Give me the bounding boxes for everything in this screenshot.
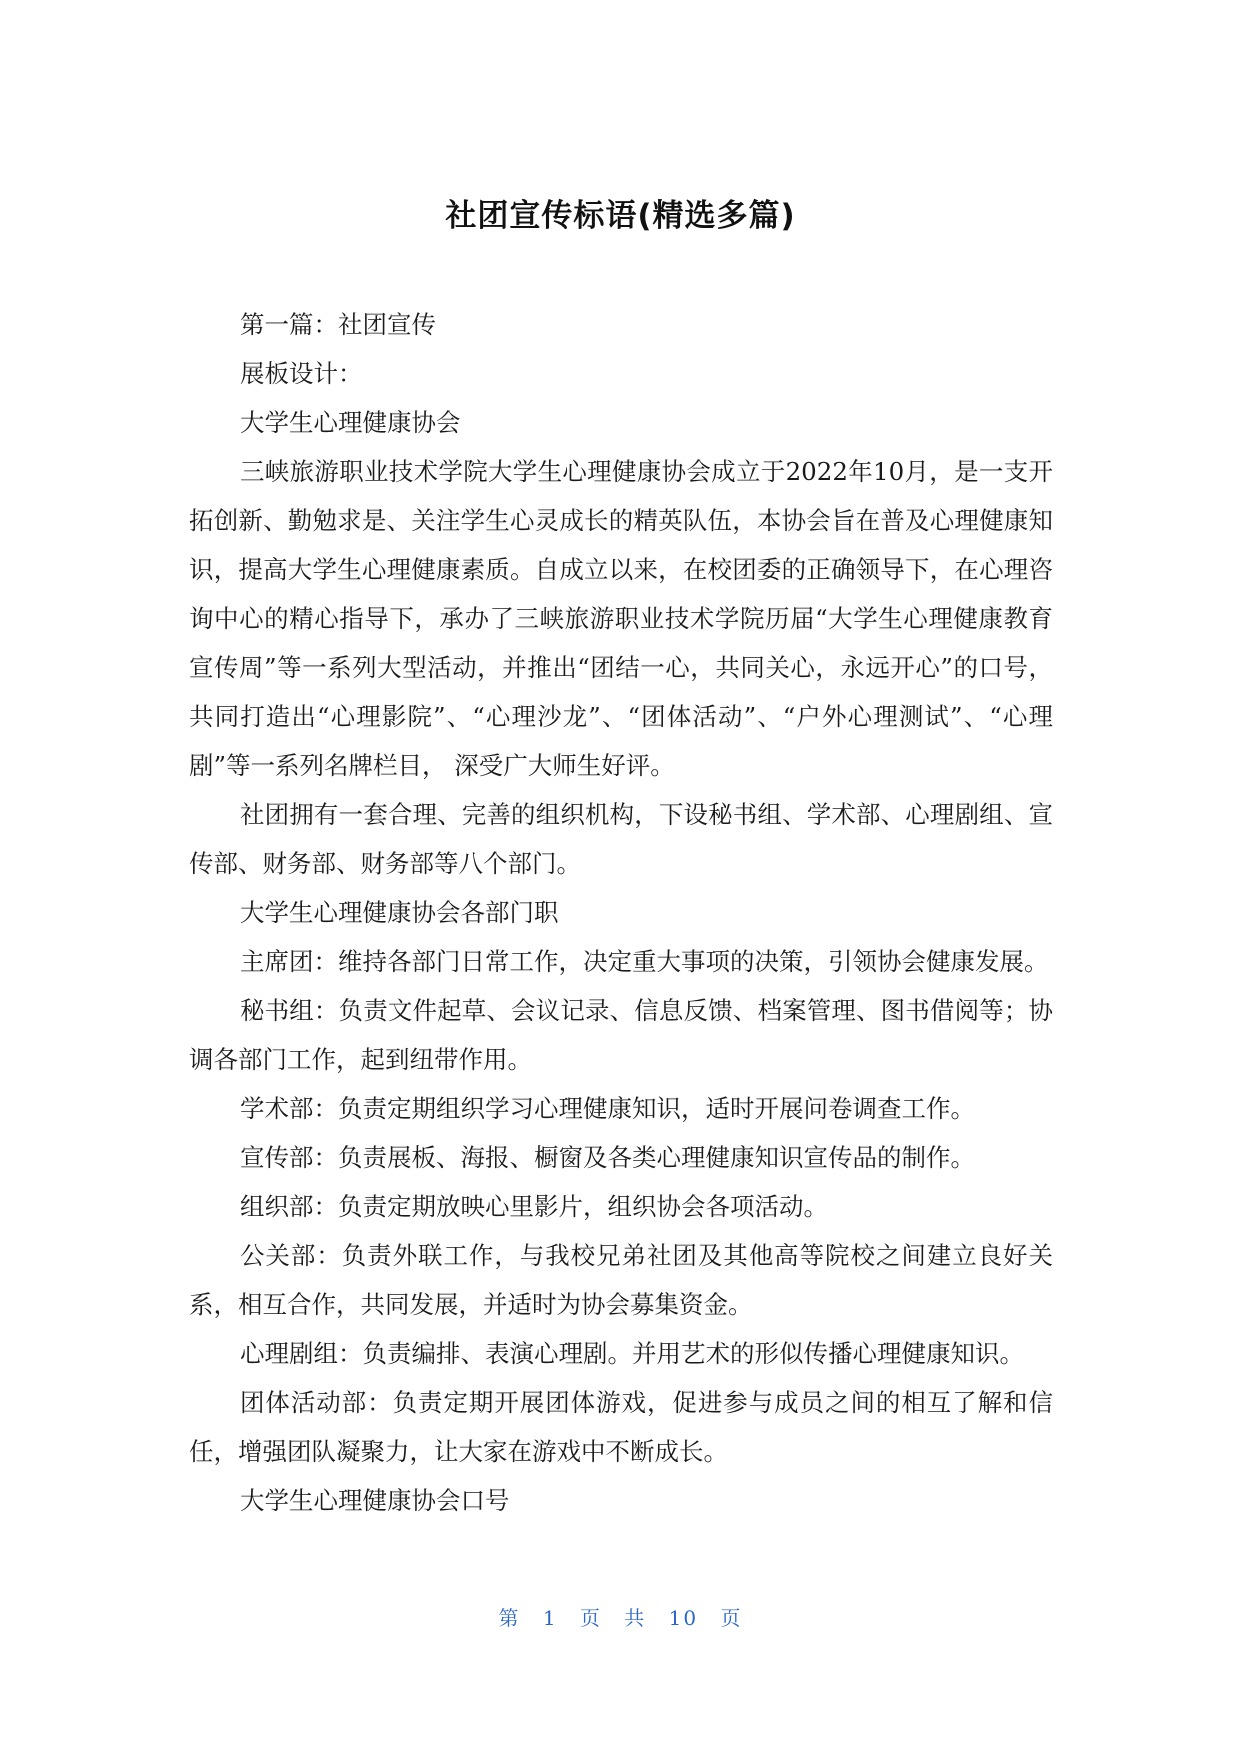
paragraph-section-heading: 第一篇：社团宣传 (240, 310, 436, 339)
paragraph-presidium: 主席团：维持各部门日常工作，决定重大事项的决策，引领协会健康发展。 (240, 947, 1049, 976)
paragraph-drama-group: 心理剧组：负责编排、表演心理剧。并用艺术的形似传播心理健康知识。 (240, 1339, 1024, 1368)
paragraph-introduction: 三峡旅游职业技术学院大学生心理健康协会成立于2022年10月，是一支开拓创新、勤勉求是、关注学生心灵成长的精英队伍，本协会旨在普及心理健康知识，提高大学生心理健康素质。自成立以来，在校团委的正确领导下，在心理咨询中心的精心指导下，承办了三峡旅游职业技术学院历届“大学生心理健康教育宣传周”等一系列大型活动，并推出“团结一心，共同关心，永远开心”的口号，共同打造出“心理影院”、“心理沙龙”、“团体活动”、“户外心理测试”、“心理剧”等一系列名牌栏目， 深受广大师生好评。 (189, 457, 1053, 780)
paragraph-department-duties-heading: 大学生心理健康协会各部门职 (240, 898, 559, 927)
document-body (189, 300, 1053, 1525)
paragraph-group-activities: 团体活动部：负责定期开展团体游戏，促进参与成员之间的相互了解和信任，增强团队凝聚力，让大家在游戏中不断成长。 (189, 1388, 1053, 1466)
paragraph-association-name: 大学生心理健康协会 (240, 408, 461, 437)
paragraph-academic: 学术部：负责定期组织学习心理健康知识，适时开展问卷调查工作。 (240, 1094, 975, 1123)
document-title: 社团宣传标语(精选多篇) (445, 198, 796, 234)
paragraph-organizing: 组织部：负责定期放映心里影片，组织协会各项活动。 (240, 1192, 828, 1221)
paragraph-slogan-heading: 大学生心理健康协会口号 (240, 1486, 510, 1515)
paragraph-public-relations: 公关部：负责外联工作，与我校兄弟社团及其他高等院校之间建立良好关系，相互合作，共同发展，并适时为协会募集资金。 (189, 1241, 1053, 1319)
page-indicator: 第 1 页 共 10 页 (498, 1606, 743, 1630)
paragraph-organization: 社团拥有一套合理、完善的组织机构，下设秘书组、学术部、心理剧组、宣传部、财务部、财务部等八个部门。 (189, 800, 1053, 878)
paragraph-publicity: 宣传部：负责展板、海报、橱窗及各类心理健康知识宣传品的制作。 (240, 1143, 975, 1172)
paragraph-secretariat: 秘书组：负责文件起草、会议记录、信息反馈、档案管理、图书借阅等；协调各部门工作，起到纽带作用。 (189, 996, 1053, 1074)
paragraph-board-design: 展板设计： (240, 359, 363, 388)
